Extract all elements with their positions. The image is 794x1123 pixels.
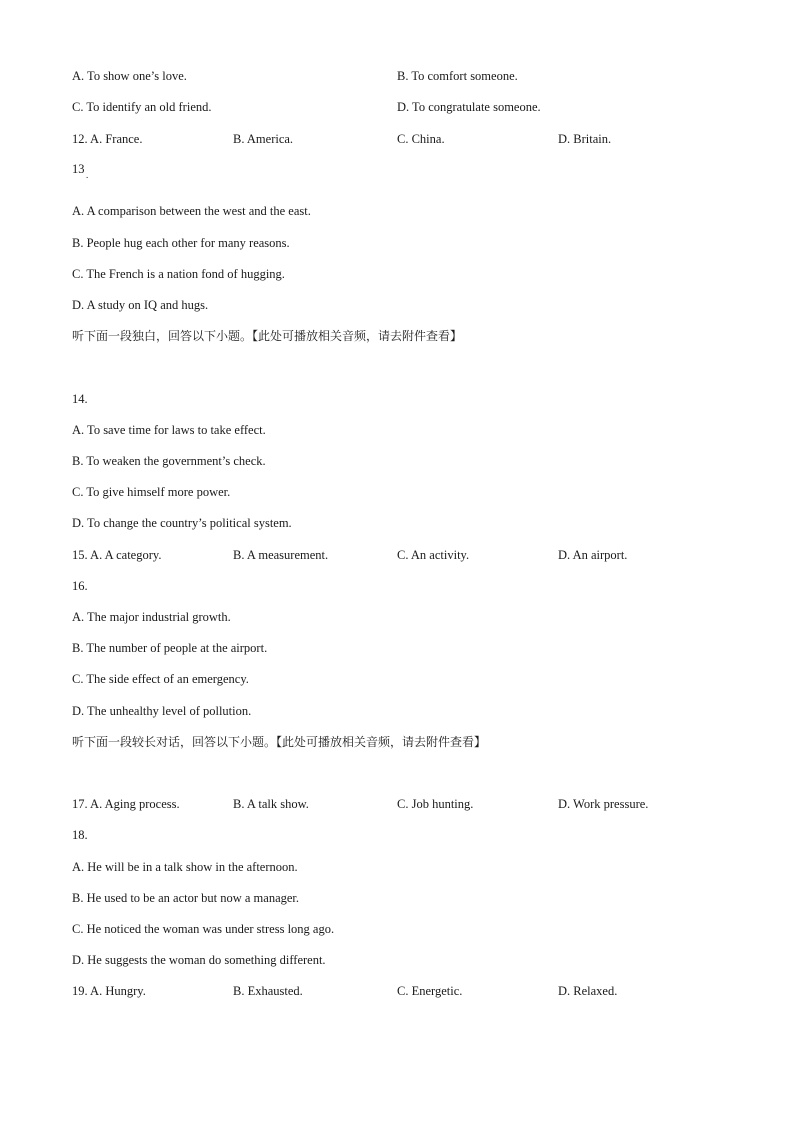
- q12-option-a: 12. A. France.: [72, 132, 143, 146]
- q15-option-a: 15. A. A category.: [72, 548, 162, 562]
- q18-number: 18.: [72, 828, 88, 842]
- q13-number: [72, 161, 89, 180]
- q18-option-a: A. He will be in a talk show in the afternoon.: [72, 860, 298, 874]
- q16-option-b: B. The number of people at the airport.: [72, 641, 268, 655]
- q11-option-d: D. To congratulate someone.: [397, 100, 541, 114]
- q12-option-d: D. Britain.: [558, 132, 612, 146]
- q15-option-d: D. An airport.: [558, 548, 628, 562]
- q11-option-c: C. To identify an old friend.: [72, 100, 212, 114]
- q16-option-c: C. The side effect of an emergency.: [72, 672, 249, 686]
- q14-option-b: B. To weaken the government’s check.: [72, 454, 266, 468]
- q11-option-b: B. To comfort someone.: [397, 69, 518, 83]
- q17-option-d: D. Work pressure.: [558, 797, 649, 811]
- q19-option-b: B. Exhausted.: [233, 984, 303, 998]
- section-monologue-instruction: 听下面一段独白，回答以下小题。【此处可播放相关音频，请去附件查看】: [72, 329, 463, 343]
- q18-option-c: C. He noticed the woman was under stress long ago.: [72, 922, 335, 936]
- q15-option-c: C. An activity.: [397, 548, 470, 562]
- q18-option-b: B. He used to be an actor but now a manager.: [72, 891, 300, 905]
- q14-option-d: D. To change the country’s political system.: [72, 516, 292, 530]
- q17-option-c: C. Job hunting.: [397, 797, 474, 811]
- q11-option-a: A. To show one’s love.: [72, 69, 187, 83]
- q14-option-a: A. To save time for laws to take effect.: [72, 423, 266, 437]
- q16-option-d: D. The unhealthy level of pollution.: [72, 704, 252, 718]
- section-dialogue-instruction: 听下面一段较长对话，回答以下小题。【此处可播放相关音频，请去附件查看】: [72, 735, 487, 749]
- q12-option-c: C. China.: [397, 132, 445, 146]
- q13-option-d: D. A study on IQ and hugs.: [72, 298, 209, 312]
- q19-option-a: 19. A. Hungry.: [72, 984, 146, 998]
- q13-option-a: A. A comparison between the west and the east.: [72, 204, 311, 218]
- q14-option-c: C. To give himself more power.: [72, 485, 231, 499]
- q19-option-c: C. Energetic.: [397, 984, 463, 998]
- q13-option-c: C. The French is a nation fond of hugging.: [72, 267, 285, 281]
- q13-number-text: 13: [72, 162, 85, 176]
- q19-option-d: D. Relaxed.: [558, 984, 618, 998]
- q17-option-a: 17. A. Aging process.: [72, 797, 180, 811]
- q13-option-b: B. People hug each other for many reasons.: [72, 236, 290, 250]
- q16-option-a: A. The major industrial growth.: [72, 610, 231, 624]
- q16-number: 16.: [72, 579, 88, 593]
- q14-number: 14.: [72, 392, 88, 406]
- q12-option-b: B. America.: [233, 132, 294, 146]
- q17-option-b: B. A talk show.: [233, 797, 309, 811]
- q15-option-b: B. A measurement.: [233, 548, 329, 562]
- q13-number-dot: .: [86, 170, 89, 180]
- q18-option-d: D. He suggests the woman do something different.: [72, 953, 326, 967]
